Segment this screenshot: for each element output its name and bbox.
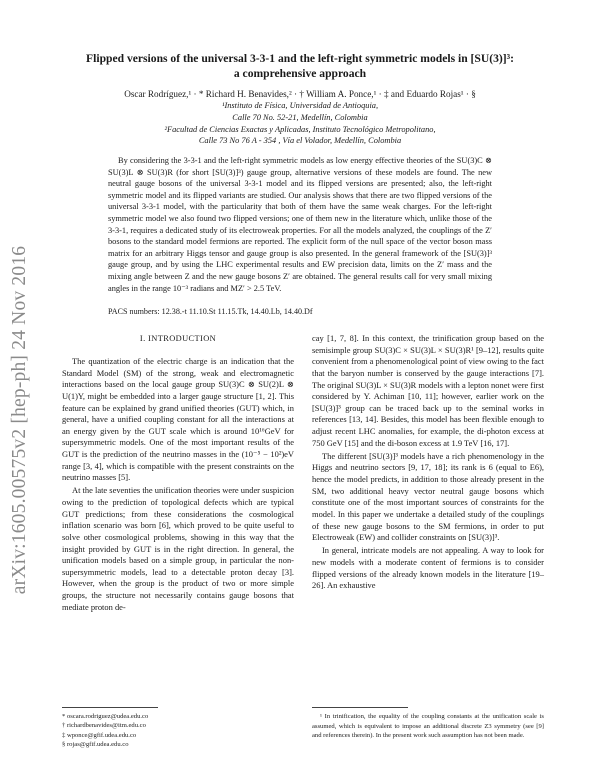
paragraph: The different [SU(3)]³ models have a rich phenomenology in the Higgs and neutrino sectors [9, 17, 18]; its rank is 6 (equal to E6), hence the model predicts, in addition to those already present in the SM, two additional heavy vector neutral gauge bosons which constitute one of the most important sources of constraints for the model. In this paper we undertake a detailed study of the couplings of these new gauge bosons to the SM fermions, in order to put Electroweak (EW) and collider constraints on [SU(3)]³. [312, 450, 544, 543]
affiliation-line: ¹Instituto de Física, Universidad de Antioquia, [221, 101, 379, 110]
footnote-text: ¹ In trinification, the equality of the coupling constants at the unification scale is assumed, which is equivalent to impose an additional discrete Z3 symmetry (see [9] and references therein). In the present work such assumption has not been made. [312, 713, 544, 740]
pacs-numbers: PACS numbers: 12.38.-t 11.10.St 11.15.Tk, 14.40.Lb, 14.40.Df [108, 307, 313, 316]
affiliation-line: Calle 73 No 76 A - 354 , Vía el Volador, Medellín, Colombia [198, 136, 402, 146]
footnote-email: § rojas@gfif.udea.edu.co [62, 741, 129, 749]
paragraph: In general, intricate models are not appealing. A way to look for new models with a moderate content of fermions is to consider flipped versions of the already known models in the literature [19–26]. An exhaustive [312, 545, 544, 591]
paragraph: The quantization of the electric charge is an indication that the Standard Model (SM) of the strong, weak and electromagnetic interactions based on the local gauge group SU(3)C ⊗ SU(2)L ⊗ U(1)Y, might be embedded into a larger gauge structure [1, 2]. This feature can be explained by grand unified theories (GUT) which, in general, have a unified coupling constant for all the interactions at an energy given by the GUT scale which is around 10¹⁶GeV for supersymmetric models. One of the most important results of the GUT is the prediction of the neutrino masses in the (10⁻⁵ − 10²)eV range [3, 4], which is compatible with the present constraints on the neutrino masses [5]. [62, 356, 294, 483]
section-heading: I. INTRODUCTION [139, 334, 217, 343]
abstract: By considering the 3-3-1 and the left-right symmetric models as low energy effective theories of the SU(3)C ⊗ SU(3)L ⊗ SU(3)R (for short [SU(3)]³) gauge group, alternative versions of these models are found. The new neutral gauge bosons of the universal 3-3-1 model and its flipped versions are presented; also, the left-right symmetric model and its flipped variants are studied. Our analysis shows that there are two flipped versions of the universal 3-3-1 model, with the particularity that both of them have the same weak charges. For the left-right symmetric model we also found two flipped versions; one of them new in the literature which, unlike those of the 3-3-1, requires a dedicated study of its electroweak properties. For all the models analyzed, the couplings of the Z′ bosons to the standard model fermions are reported. The explicit form of the null space of the vector boson mass matrix for an arbitrary Higgs tensor and gauge group is also presented. In the general framework of the [SU(3)]³ gauge group, and by using the LHC experimental results and EW precision data, limits on the Z′ mass and the mixing angle between Z and the new gauge bosons Z′ are obtained. The general results call for very small mixing angles in the range 10⁻³ radians and MZ′ > 2.5 TeV. [108, 156, 492, 293]
author-list: Oscar Rodríguez,¹ · * Richard H. Benavides,² · † William A. Ponce,¹ · ‡ and Eduardo Rojas¹ · § [124, 89, 476, 99]
right-column [312, 333, 544, 593]
affiliation-line: ²Facultad de Ciencias Exactas y Aplicadas, Instituto Tecnológico Metropolitano, [164, 124, 436, 134]
left-column [62, 333, 294, 615]
paragraph: At the late seventies the unification theories were under suspicion owing to the prediction of topological defects which are typical GUT predictions; from these considerations the cosmological inflation scenario was born [6], which proved to be quite useful to solve other cosmological problems, showing in this way that the insight provided by GUT is in the right direction. In general, the unification models based on a simple group, in particular the non-supersymmetric models, lead to a detectable proton decay [3]. However, when the group is the product of two or more simple groups, the structure not necessarily contains gauge bosons that mediate proton de- [62, 485, 294, 612]
paper-title [60, 51, 540, 81]
title-line-1: Flipped versions of the universal 3-3-1 and the left-right symmetric models in [SU(3)]³: [86, 52, 514, 65]
footnote-rule-right [312, 707, 408, 708]
arxiv-margin-stamp: arXiv:1605.00575v2 [hep-ph] 24 Nov 2016 [9, 245, 30, 595]
footnote-right [312, 712, 544, 741]
footnote-rule-left [62, 707, 158, 708]
footnote-email: † richardbenavides@itm.edu.co [62, 722, 146, 730]
paragraph: cay [1, 7, 8]. In this context, the trinification group based on the semisimple group SU(3)C × SU(3)L × SU(3)R¹ [9–12], results quite convenient from a phenomenological point of view owing to the fact that the baryon number is conserved by the gauge interactions [7]. The original SU(3)L × SU(3)R models with a lepton nonet were first considered by Y. Achiman [10, 11]; however, earlier work on the [SU(3)]³ group can be traced back up to the seminal works in references [13, 14]. Besides, this model has been flexible enough to adjust recent LHC anomalies, for example, the di-photon excess at 750 GeV [15] and the di-boson excess at 1.9 TeV [16, 17]. [312, 333, 544, 448]
affiliations [70, 100, 530, 147]
affiliation-line: Calle 70 No. 52-21, Medellín, Colombia [232, 112, 368, 122]
footnotes-left [62, 712, 294, 750]
title-line-2: a comprehensive approach [233, 67, 367, 80]
footnote-email: * oscara.rodriguez@udea.edu.co [62, 713, 149, 720]
footnote-email: ‡ wponce@gfif.udea.edu.co [62, 731, 137, 739]
